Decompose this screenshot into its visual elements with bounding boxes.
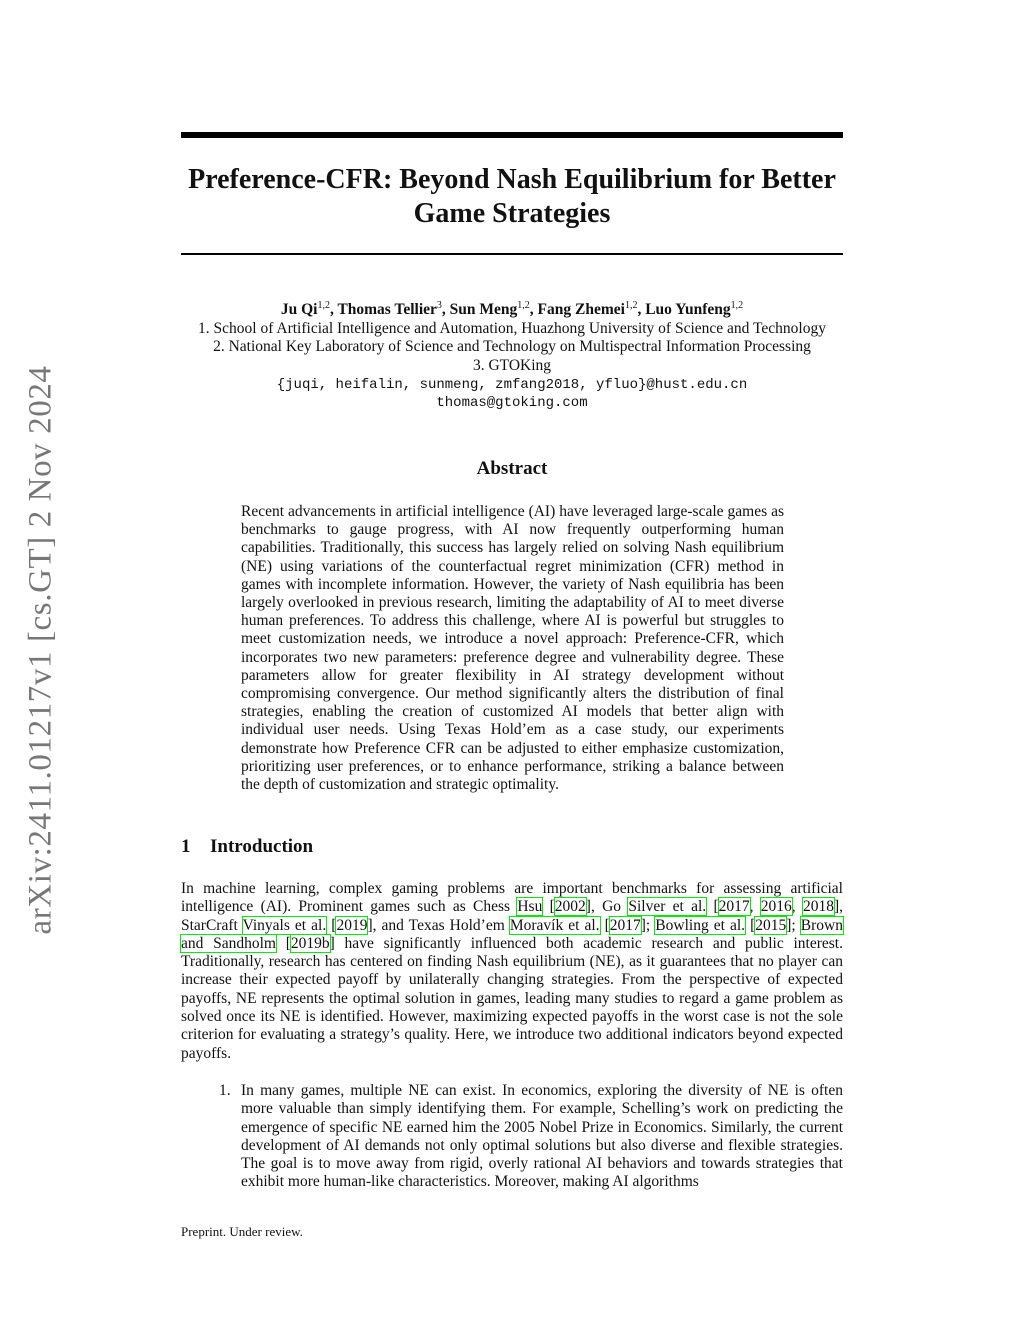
citation-link[interactable]: 2017 (718, 898, 750, 916)
text-run: ], StarCraft (181, 898, 843, 934)
citation-link[interactable]: 2017 (609, 916, 641, 934)
abstract-text: Recent advancements in artificial intelligence (AI) have leveraged large-scale games as benchmarks to gauge progress, with AI now frequently outperforming human capabilities. Traditionally, this success has largely relied on solving Nash equilibrium (NE) using variations of the counterfactual regret minimization (CFR) method in games with incomplete information. However, the variety of Nash equilibria has been largely overlooked in previous research, limiting the adaptability of AI to meet diverse human preferences. To address this challenge, where AI is powerful but struggles to meet customization needs, we introduce a novel approach: Preference-CFR, which incorporates two new parameters: preference degree and vulnerability degree. These parameters allow for greater flexibility in AI strategy development without compromising convergence. Our method significantly alters the distribution of final strategies, enabling the creation of customized AI models that better align with individual user needs. Using Texas Hold’em as a case study, our experiments demonstrate how Preference CFR can be adjusted to either emphasize customization, prioritizing user preferences, or to enhance performance, striking a balance between the depth of customization and strategic optimality. (241, 503, 784, 794)
text-run: ] have significantly influenced both academic research and public interest. Traditionally, research has centered on finding Nash equilibrium (NE), as it guarantees that no player can increase their expected payoff by unilaterally changing strategies. From the perspective of expected payoffs, NE represents the optimal solution in games, leading many studies to regard a game problem as solved once its NE is identified. However, maximizing expected payoffs in the worst case is not the sole criterion for evaluating a strategy’s quality. Here, we introduce two additional indicators beyond expected payoffs. (181, 934, 843, 1062)
abstract-heading: Abstract (476, 458, 548, 479)
author-name: Fang Zhemei (537, 301, 625, 319)
citation-link[interactable]: 2018 (802, 898, 834, 916)
paper-title (181, 163, 843, 231)
text-run: ], Go (585, 898, 629, 916)
section-heading-introduction (181, 836, 313, 858)
arxiv-sidebar (10, 360, 72, 940)
section-number: 1 (181, 836, 191, 857)
author-affiliation-mark: 1,2 (730, 300, 744, 311)
citation-link[interactable]: Silver et al. (628, 898, 707, 916)
author-affiliation-mark: 3 (436, 300, 442, 311)
text-run: [ (599, 916, 610, 934)
author-affiliation-mark: 1,2 (624, 300, 638, 311)
author-names: Ju Qi$^{1,2}$, Thomas Tellier$^3$, Sun Meng$^{1,2}$, Fang Zhemei$^{1,2}$, Luo Yunfeng$^{1,2}$ (280, 300, 744, 319)
citation-link[interactable]: Hsu (517, 898, 543, 916)
citation-link[interactable]: 2002 (554, 898, 586, 916)
author-name: Thomas Tellier (337, 301, 437, 319)
title-line-1: Preference-CFR: Beyond Nash Equilibrium for Better (188, 164, 836, 195)
text-run: [ (745, 916, 756, 934)
text-run: , (791, 898, 803, 916)
title-bottom-rule (181, 253, 843, 255)
author-name: Luo Yunfeng (645, 301, 731, 319)
affiliation-3: 3. GTOKing (472, 356, 552, 374)
citation-link[interactable]: Vinyals et al. (242, 916, 327, 934)
list-item-text: In many games, multiple NE can exist. In economics, exploring the diversity of NE is often more valuable than simply identifying them. For example, Schelling’s work on predicting the emergence of specific NE earned him the 2005 Nobel Prize in Economics. Similarly, the current development of AI demands not only optimal solutions but also diverse and flexible strategies. The goal is to move away from rigid, overly rational AI behaviors and towards strategies that exhibit more human-like characteristics. Moreover, making AI algorithms (241, 1082, 843, 1191)
citation-link[interactable]: 2019 (336, 916, 368, 934)
text-run: [ (326, 916, 337, 934)
citation-link[interactable]: 2015 (755, 916, 787, 934)
arxiv-identifier: arXiv:2411.01217v1 [cs.GT] 2 Nov 2024 (22, 365, 59, 935)
author-name: Ju Qi (280, 301, 318, 319)
citation-link[interactable]: Moravík et al. (509, 916, 600, 934)
text-run: ]; (640, 916, 656, 934)
text-run: [ (706, 898, 719, 916)
text-run: In machine learning, complex gaming problems are important benchmarks for assessing artificial intelligence (AI). Prominent games such as Chess (181, 880, 843, 916)
text-run: ], and Texas Hold’em (367, 916, 510, 934)
section-title: Introduction (210, 836, 314, 857)
citation-link[interactable]: Brown and Sandholm (181, 916, 843, 952)
citation-link[interactable]: Bowling et al. (655, 916, 746, 934)
footer-note: Preprint. Under review. (181, 1224, 303, 1239)
author-name: Sun Meng (449, 301, 518, 319)
introduction-paragraph (181, 880, 843, 1063)
citation-link[interactable]: 2019b (290, 934, 330, 952)
author-block (150, 297, 874, 413)
citation-link[interactable]: 2016 (760, 898, 792, 916)
title-line-2: Game Strategies (413, 198, 611, 229)
text-run: , (749, 898, 761, 916)
affiliation-1: 1. School of Artificial Intelligence and Automation, Huazhong University of Science and Technology (198, 319, 826, 337)
list-marker: 1. (219, 1082, 231, 1099)
title-top-rule (181, 132, 843, 138)
enumerated-list (219, 1082, 843, 1192)
text-run: ]; (786, 916, 801, 934)
text-run: [ (542, 898, 555, 916)
author-affiliation-mark: 1,2 (317, 300, 330, 311)
author-affiliation-mark: 1,2 (517, 300, 530, 311)
email-2: thomas@gtoking.com (436, 395, 588, 412)
text-run: [ (276, 934, 291, 952)
affiliation-2: 2. National Key Laboratory of Science and Technology on Multispectral Information Processing (213, 338, 811, 356)
list-item (219, 1082, 843, 1192)
email-1: {juqi, heifalin, sunmeng, zmfang2018, yfluo}@hust.edu.cn (276, 376, 748, 393)
